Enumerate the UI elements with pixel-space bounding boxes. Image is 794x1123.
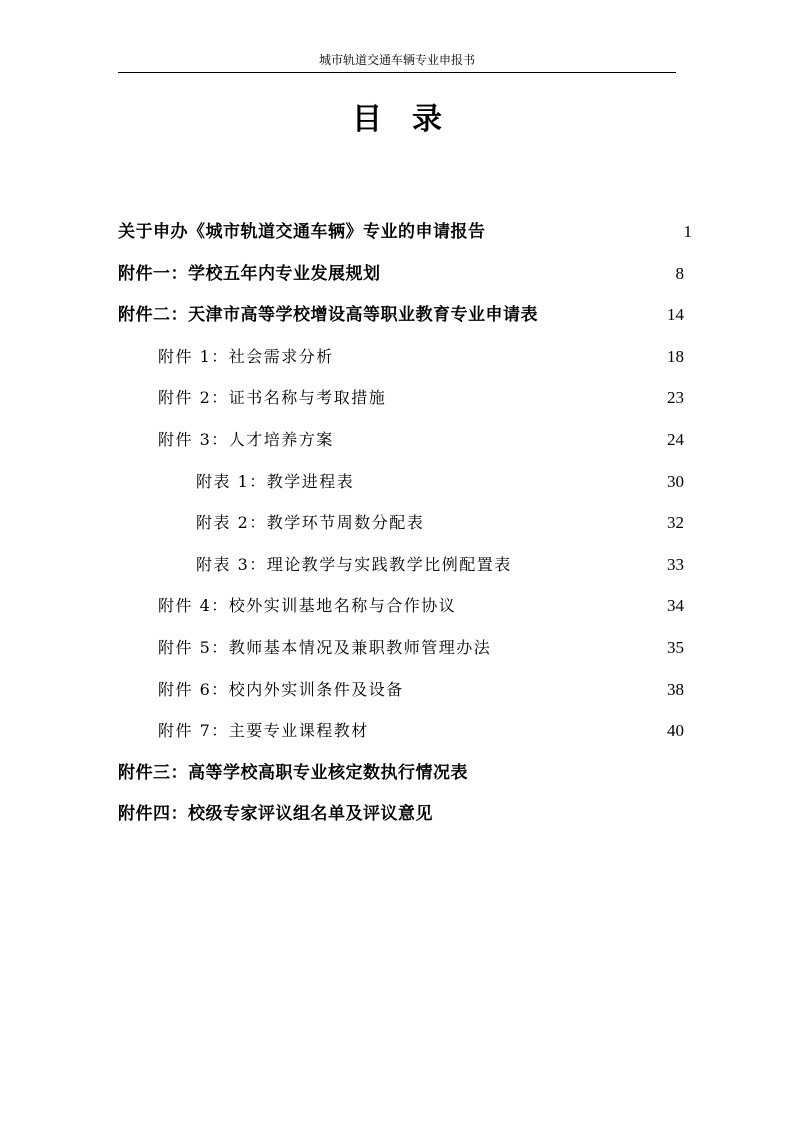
toc-entry-label: 附件三：高等学校高职专业核定数执行情况表: [118, 763, 468, 783]
header-rule: [118, 72, 676, 73]
toc-entry-page: 35: [667, 638, 684, 657]
toc-entry-label: 附件 1：社会需求分析: [158, 347, 334, 366]
toc-entry-label: 附表 2：教学环节周数分配表: [196, 513, 425, 532]
toc-entry[interactable]: [0, 384, 794, 412]
toc-entry[interactable]: [0, 592, 794, 620]
toc-entry-page: 30: [667, 472, 684, 491]
toc-entry-page: 40: [667, 721, 684, 740]
toc-entry-page: 38: [667, 680, 684, 699]
toc-entry[interactable]: [0, 426, 794, 454]
toc-entry[interactable]: [0, 301, 794, 329]
toc-entry-page: 32: [667, 513, 684, 532]
toc-entry[interactable]: [0, 759, 794, 787]
toc-entry[interactable]: [0, 800, 794, 828]
toc-entry-label: 附件二：天津市高等学校增设高等职业教育专业申请表: [118, 305, 538, 325]
toc-entry-label: 附件 2：证书名称与考取措施: [158, 388, 387, 407]
toc-entry-page: 18: [667, 347, 684, 366]
toc-entry-label: 附件 3：人才培养方案: [158, 430, 334, 449]
toc-entry-label: 附件四：校级专家评议组名单及评议意见: [118, 804, 433, 824]
toc-entry-page: 24: [667, 430, 684, 449]
toc-entry-label: 附件 6：校内外实训条件及设备: [158, 680, 404, 699]
toc-entry-label: 附件 4：校外实训基地名称与合作协议: [158, 596, 457, 615]
toc-entry-page: 23: [667, 388, 684, 407]
toc-entry-page: 14: [667, 305, 684, 324]
toc-entry-page: 33: [667, 555, 684, 574]
toc-entry[interactable]: [0, 676, 794, 704]
toc-entry-label: 附件一：学校五年内专业发展规划: [118, 264, 381, 284]
toc-entry-label: 附表 1：教学进程表: [196, 472, 355, 491]
toc-entry-label: 附件 7：主要专业课程教材: [158, 721, 369, 740]
toc-title: 目录: [352, 102, 472, 137]
toc-entry-label: 附件 5：教师基本情况及兼职教师管理办法: [158, 638, 492, 657]
toc-entry[interactable]: [0, 260, 794, 288]
toc-entry-label: 附表 3：理论教学与实践教学比例配置表: [196, 555, 512, 574]
toc-entry[interactable]: [0, 551, 794, 579]
toc-entry-page: 34: [667, 596, 684, 615]
toc-entry[interactable]: [0, 634, 794, 662]
toc-entry-page: 8: [675, 264, 684, 283]
toc-entry[interactable]: [0, 509, 794, 537]
toc-entry[interactable]: [0, 343, 794, 371]
toc-entry-page: 1: [683, 222, 692, 241]
toc-entry[interactable]: [0, 218, 794, 246]
toc-entry[interactable]: [0, 468, 794, 496]
toc-entry-label: 关于申办《城市轨道交通车辆》专业的申请报告: [118, 222, 486, 242]
toc-entry[interactable]: [0, 717, 794, 745]
running-header: 城市轨道交通车辆专业申报书: [318, 53, 475, 67]
